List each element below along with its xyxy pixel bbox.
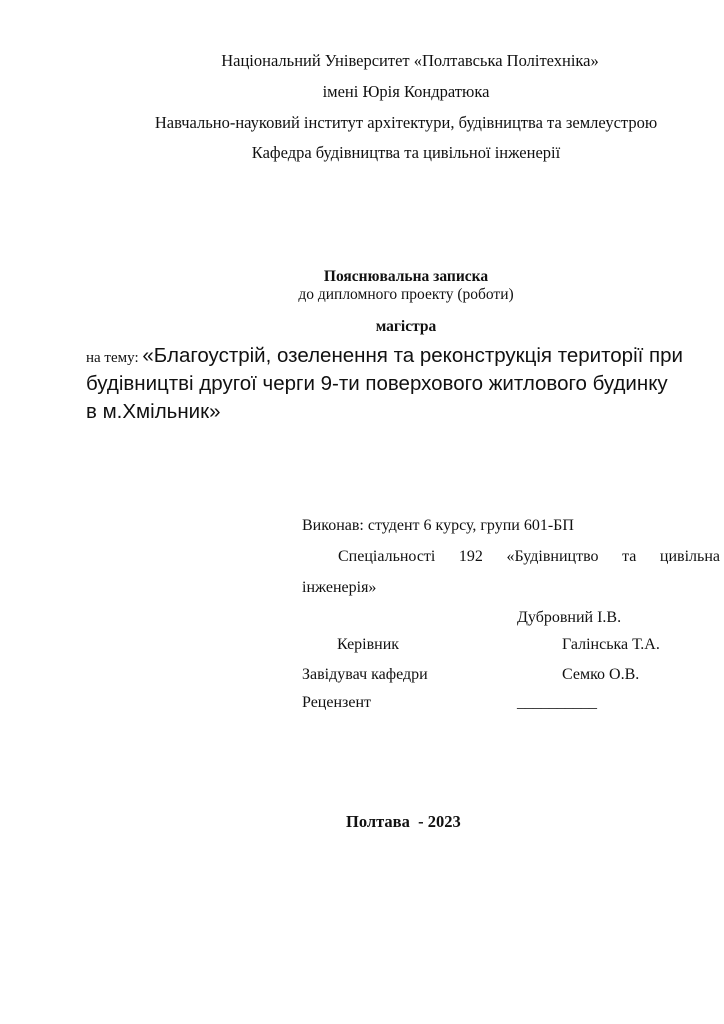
performed-by: Виконав: студент 6 курсу, групи 601-БП (302, 517, 574, 534)
city-year: Полтава - 2023 (346, 812, 461, 831)
topic-line-1 (86, 344, 683, 368)
topic-line-2: будівництві другої черги 9-ти поверхового житлового будинку (86, 372, 668, 395)
document-subtitle: до дипломного проекту (роботи) (298, 286, 514, 303)
student-name: Дубровний І.В. (517, 609, 622, 626)
degree-label: магістра (375, 318, 437, 335)
specialty-line-2: інженерія» (302, 579, 377, 596)
document-type: Пояснювальна записка (323, 268, 489, 285)
supervisor-label: Керівник (337, 636, 400, 653)
university-named-after: імені Юрія Кондратюка (322, 82, 490, 101)
department-name: Кафедра будівництва та цивільної інженерії (251, 143, 561, 162)
topic-text-1: «Благоустрій, озеленення та реконструкція території при (142, 344, 683, 367)
university-name: Національний Університет «Полтавська Політехніка» (221, 51, 599, 70)
topic-line-3: в м.Хмільник» (86, 400, 221, 423)
institute-name: Навчально-науковий інститут архітектури, будівництва та землеустрою (154, 113, 658, 132)
specialty-line-1: Спеціальності 192 «Будівництво та цивільна (338, 548, 720, 565)
topic-prefix: на тему: (86, 350, 143, 366)
supervisor-name: Галінська Т.А. (562, 636, 660, 653)
head-label: Завідувач кафедри (302, 666, 428, 683)
reviewer-label: Рецензент (302, 694, 371, 711)
head-name: Семко О.В. (562, 666, 640, 683)
reviewer-blank: __________ (517, 694, 597, 711)
